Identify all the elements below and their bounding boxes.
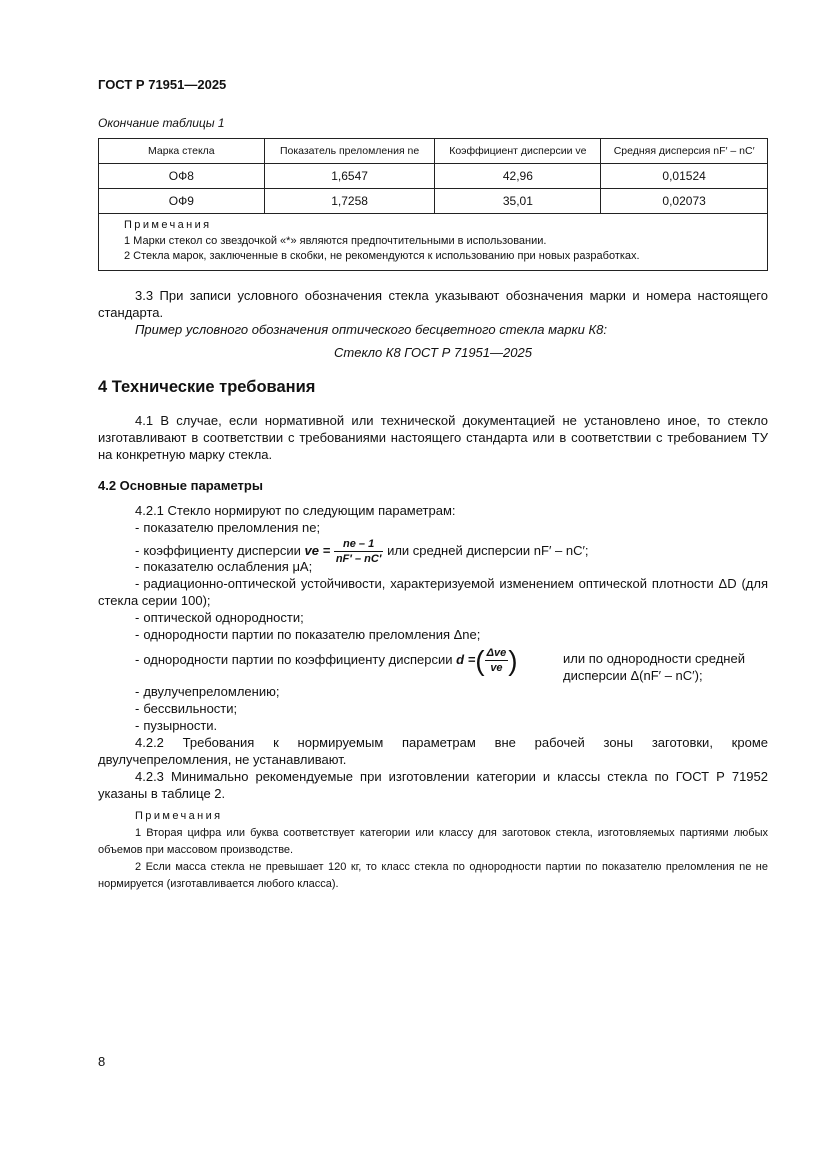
list-item-text: показателю ослабления μA; [143, 559, 313, 574]
list-item-text: коэффициенту дисперсии [143, 543, 301, 558]
list-item: - двулучепреломлению; [135, 684, 280, 699]
paragraph-4-2-1: 4.2.1 Стекло нормируют по следующим параметрам: [135, 503, 456, 518]
note: 2 Если масса стекла не превышает 120 кг, то класс стекла по однородности партии по показателю преломления nе не нормируется (изготавливается любого класса). [98, 861, 768, 890]
list-item: - коэффициенту дисперсии vе = $\frac{nе - 1}{nF' - nC'}$ или средней дисперсии nF′ – nC′; [135, 538, 589, 566]
cell-dispersion-coef: 42,96 [435, 164, 601, 189]
table-notes-cell [99, 214, 768, 271]
table-row [99, 189, 768, 214]
paragraph-4-1: 4.1 В случае, если нормативной или технической документацией не установлено иное, то стекло изготавливают в соответствии с требованиями настоящего стандарта или в соответствии с требованием ТУ на конкретную марку стекла. [98, 413, 768, 462]
example-intro: Пример условного обозначения оптического бесцветного стекла марки К8: [135, 322, 607, 337]
cell-grade: ОФ8 [99, 164, 265, 189]
list-item-text: или средней дисперсии nF′ – nC′; [387, 543, 589, 558]
list-item-text: радиационно-оптической устойчивости, характеризуемой изменением оптической плотности ΔD (для стекла серии 100); [98, 576, 768, 608]
notes-title: Примечания [135, 810, 223, 822]
col-header-grade: Марка стекла [99, 139, 265, 164]
col-header-refraction: Показатель преломления nе [264, 139, 435, 164]
list-item-continuation: или по однородности средней дисперсии Δ(nF′ – nC′); [563, 651, 745, 683]
list-item-text: однородности партии по показателю преломления Δnе; [143, 627, 481, 642]
subsection-4-2-title: 4.2 Основные параметры [98, 478, 263, 493]
table-row [99, 164, 768, 189]
table-notes-row [99, 214, 768, 271]
list-item-text: бессвильности; [143, 701, 238, 716]
table-caption: Окончание таблицы 1 [98, 116, 225, 130]
formula-denominator: nF′ – nC′ [335, 553, 382, 566]
dispersion-formula [334, 538, 384, 565]
list-item-text: оптической однородности; [143, 610, 304, 625]
cell-mean-dispersion: 0,01524 [601, 164, 768, 189]
formula-numerator: Δvе [486, 647, 507, 660]
cell-mean-dispersion: 0,02073 [601, 189, 768, 214]
section-4-title: 4 Технические требования [98, 378, 316, 396]
table-note: 1 Марки стекол со звездочкой «*» являются предпочтительными в использовании. [124, 234, 547, 247]
list-item: - однородности партии по коэффициенту дисперсии d =( $\frac{\text{Δvе}}{vе}$ ) [135, 644, 518, 676]
glass-table [98, 138, 768, 271]
paragraph-4-2-2: 4.2.2 Требования к нормируемым параметрам вне рабочей зоны заготовки, кроме двулучепреломления, не устанавливают. [98, 735, 768, 767]
note: 1 Вторая цифра или буква соответствует категории или классу для заготовок стекла, изготовляемых партиями любых объемов при массовом производстве. [98, 827, 768, 856]
list-item: - радиационно-оптической устойчивости, характеризуемой изменением оптической плотности ΔD (для стекла серии 100); [98, 576, 768, 608]
list-item: - пузырности. [135, 718, 218, 733]
cell-refraction: 1,6547 [264, 164, 435, 189]
table-notes-title: Примечания [124, 219, 212, 231]
list-item: - однородности партии по показателю преломления Δnе; [135, 627, 481, 642]
document-code-header: ГОСТ Р 71951—2025 [98, 77, 227, 92]
page-number: 8 [98, 1054, 106, 1069]
list-item-text: однородности партии по коэффициенту дисперсии [143, 652, 453, 667]
list-item: - бессвильности; [135, 701, 238, 716]
table-header-row [99, 139, 768, 164]
list-item: - оптической однородности; [135, 610, 304, 625]
cell-dispersion-coef: 35,01 [435, 189, 601, 214]
col-header-mean-dispersion: Средняя дисперсия nF′ – nC′ [601, 139, 768, 164]
list-item-text: пузырности. [143, 718, 218, 733]
list-item: - показателю ослабления μA; [135, 559, 313, 574]
example-designation: Стекло К8 ГОСТ Р 71951—2025 [334, 345, 532, 360]
col-header-dispersion-coef: Коэффициент дисперсии vе [435, 139, 601, 164]
paragraph-4-2-3: 4.2.3 Минимально рекомендуемые при изготовлении категории и классы стекла по ГОСТ Р 71952 указаны в таблице 2. [98, 769, 768, 801]
formula-denominator: vе [490, 662, 503, 675]
cell-grade: ОФ9 [99, 189, 265, 214]
list-item-text: двулучепреломлению; [143, 684, 280, 699]
paragraph-3-3: 3.3 При записи условного обозначения стекла указывают обозначения марки и номера настоящего стандарта. [98, 288, 768, 320]
formula-lhs: vе = [304, 543, 331, 558]
list-item-text: показателю преломления nе; [143, 520, 321, 535]
list-item: - показателю преломления nе; [135, 520, 321, 535]
formula-numerator: nе – 1 [334, 538, 384, 552]
table-note: 2 Стекла марок, заключенные в скобки, не рекомендуются к использованию при новых разработках. [124, 250, 640, 262]
formula-lhs: d = [456, 652, 476, 667]
cell-refraction: 1,7258 [264, 189, 435, 214]
